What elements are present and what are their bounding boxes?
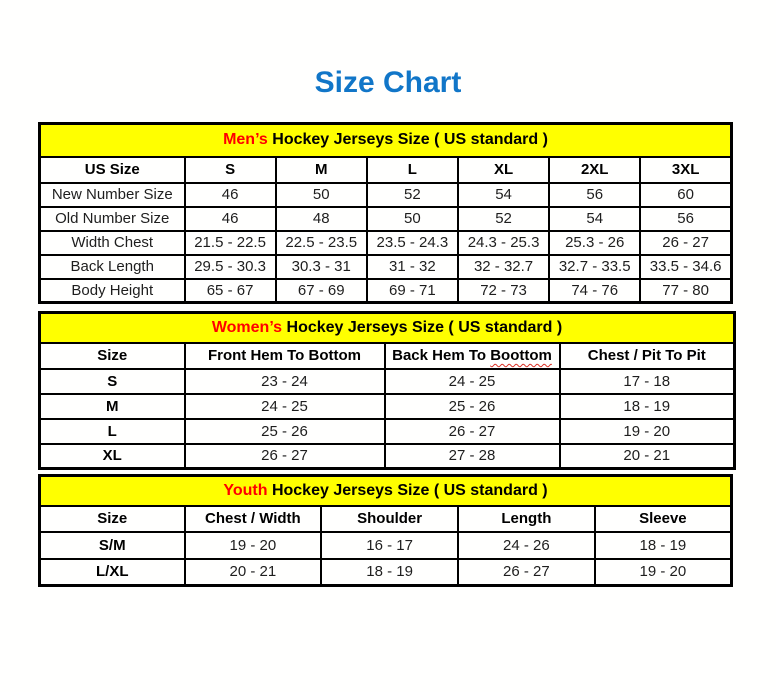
size-cell: 50 [276, 183, 367, 207]
size-cell: 16 - 17 [321, 532, 458, 559]
size-cell: 74 - 76 [549, 279, 640, 303]
mens-caption-row [40, 124, 732, 157]
size-cell: 23 - 24 [185, 369, 385, 394]
youth-caption-row [40, 476, 732, 506]
column-header: Sleeve [595, 506, 732, 532]
row-label: Old Number Size [40, 207, 185, 231]
size-cell: 52 [458, 207, 549, 231]
table-row [40, 183, 732, 207]
page-title: Size Chart [314, 66, 462, 99]
size-cell: 20 - 21 [560, 444, 735, 469]
size-cell: 52 [367, 183, 458, 207]
size-cell: 24 - 26 [458, 532, 595, 559]
row-label: L/XL [40, 559, 185, 586]
size-cell: 19 - 20 [560, 419, 735, 444]
youth-header-row [40, 506, 732, 532]
column-header: 2XL [549, 157, 640, 183]
row-label: Back Length [40, 255, 185, 279]
row-label: New Number Size [40, 183, 185, 207]
column-header: 3XL [640, 157, 731, 183]
size-cell: 33.5 - 34.6 [640, 255, 731, 279]
size-cell: 23.5 - 24.3 [367, 231, 458, 255]
size-cell: 25 - 26 [385, 394, 560, 419]
size-cell: 67 - 69 [276, 279, 367, 303]
misspelled-word: Boottom [490, 347, 552, 364]
size-cell: 18 - 19 [595, 532, 732, 559]
column-header: Chest / Width [185, 506, 322, 532]
column-header: US Size [40, 157, 185, 183]
caption-highlight: Women’s [211, 318, 283, 336]
mens-caption [40, 124, 732, 157]
size-cell: 32 - 32.7 [458, 255, 549, 279]
size-cell: 24 - 25 [185, 394, 385, 419]
size-cell: 31 - 32 [367, 255, 458, 279]
column-header: Front Hem To Bottom [185, 343, 385, 369]
size-cell: 46 [185, 183, 276, 207]
size-cell: 26 - 27 [458, 559, 595, 586]
size-cell: 24 - 25 [385, 369, 560, 394]
womens-caption [40, 313, 735, 343]
size-cell: 24.3 - 25.3 [458, 231, 549, 255]
tables-container [38, 122, 733, 587]
column-header: M [276, 157, 367, 183]
caption-text: Hockey Jerseys Size ( US standard ) [282, 318, 563, 336]
size-cell: 32.7 - 33.5 [549, 255, 640, 279]
table-row [40, 255, 732, 279]
youth-caption [40, 476, 732, 506]
column-header: Size [40, 343, 185, 369]
size-cell: 30.3 - 31 [276, 255, 367, 279]
table-row [40, 394, 735, 419]
size-cell: 72 - 73 [458, 279, 549, 303]
size-cell: 27 - 28 [385, 444, 560, 469]
table-row [40, 369, 735, 394]
size-cell: 26 - 27 [640, 231, 731, 255]
size-cell: 65 - 67 [185, 279, 276, 303]
mens-size-table [38, 122, 733, 304]
table-row [40, 279, 732, 303]
size-cell: 20 - 21 [185, 559, 322, 586]
size-cell: 77 - 80 [640, 279, 731, 303]
size-cell: 50 [367, 207, 458, 231]
size-cell: 26 - 27 [385, 419, 560, 444]
caption-text: Hockey Jerseys Size ( US standard ) [267, 131, 548, 149]
row-label: M [40, 394, 185, 419]
row-label: Width Chest [40, 231, 185, 255]
womens-size-table [38, 311, 736, 470]
column-header: Chest / Pit To Pit [560, 343, 735, 369]
column-header: XL [458, 157, 549, 183]
size-cell: 18 - 19 [321, 559, 458, 586]
size-cell: 19 - 20 [595, 559, 732, 586]
womens-caption-row [40, 313, 735, 343]
table-row [40, 419, 735, 444]
column-header: Size [40, 506, 185, 532]
size-cell: 19 - 20 [185, 532, 322, 559]
size-cell: 48 [276, 207, 367, 231]
youth-size-table [38, 474, 733, 587]
column-header: L [367, 157, 458, 183]
womens-header-row [40, 343, 735, 369]
table-row [40, 207, 732, 231]
caption-text: Hockey Jerseys Size ( US standard ) [267, 481, 548, 499]
caption-highlight: Youth [223, 481, 268, 499]
size-cell: 46 [185, 207, 276, 231]
size-cell: 26 - 27 [185, 444, 385, 469]
size-cell: 18 - 19 [560, 394, 735, 419]
size-cell: 22.5 - 23.5 [276, 231, 367, 255]
size-cell: 56 [549, 183, 640, 207]
size-cell: 25.3 - 26 [549, 231, 640, 255]
size-cell: 17 - 18 [560, 369, 735, 394]
row-label: S [40, 369, 185, 394]
size-cell: 54 [549, 207, 640, 231]
row-label: XL [40, 444, 185, 469]
column-header: S [185, 157, 276, 183]
size-cell: 54 [458, 183, 549, 207]
column-header: Back Hem To Boottom [385, 343, 560, 369]
column-header: Shoulder [321, 506, 458, 532]
size-cell: 25 - 26 [185, 419, 385, 444]
size-cell: 60 [640, 183, 731, 207]
size-cell: 21.5 - 22.5 [185, 231, 276, 255]
mens-header-row [40, 157, 732, 183]
row-label: Body Height [40, 279, 185, 303]
table-row [40, 559, 732, 586]
size-cell: 69 - 71 [367, 279, 458, 303]
row-label: S/M [40, 532, 185, 559]
caption-highlight: Men’s [223, 131, 268, 149]
table-row [40, 444, 735, 469]
row-label: L [40, 419, 185, 444]
size-cell: 56 [640, 207, 731, 231]
table-row [40, 231, 732, 255]
table-row [40, 532, 732, 559]
column-header: Length [458, 506, 595, 532]
size-cell: 29.5 - 30.3 [185, 255, 276, 279]
